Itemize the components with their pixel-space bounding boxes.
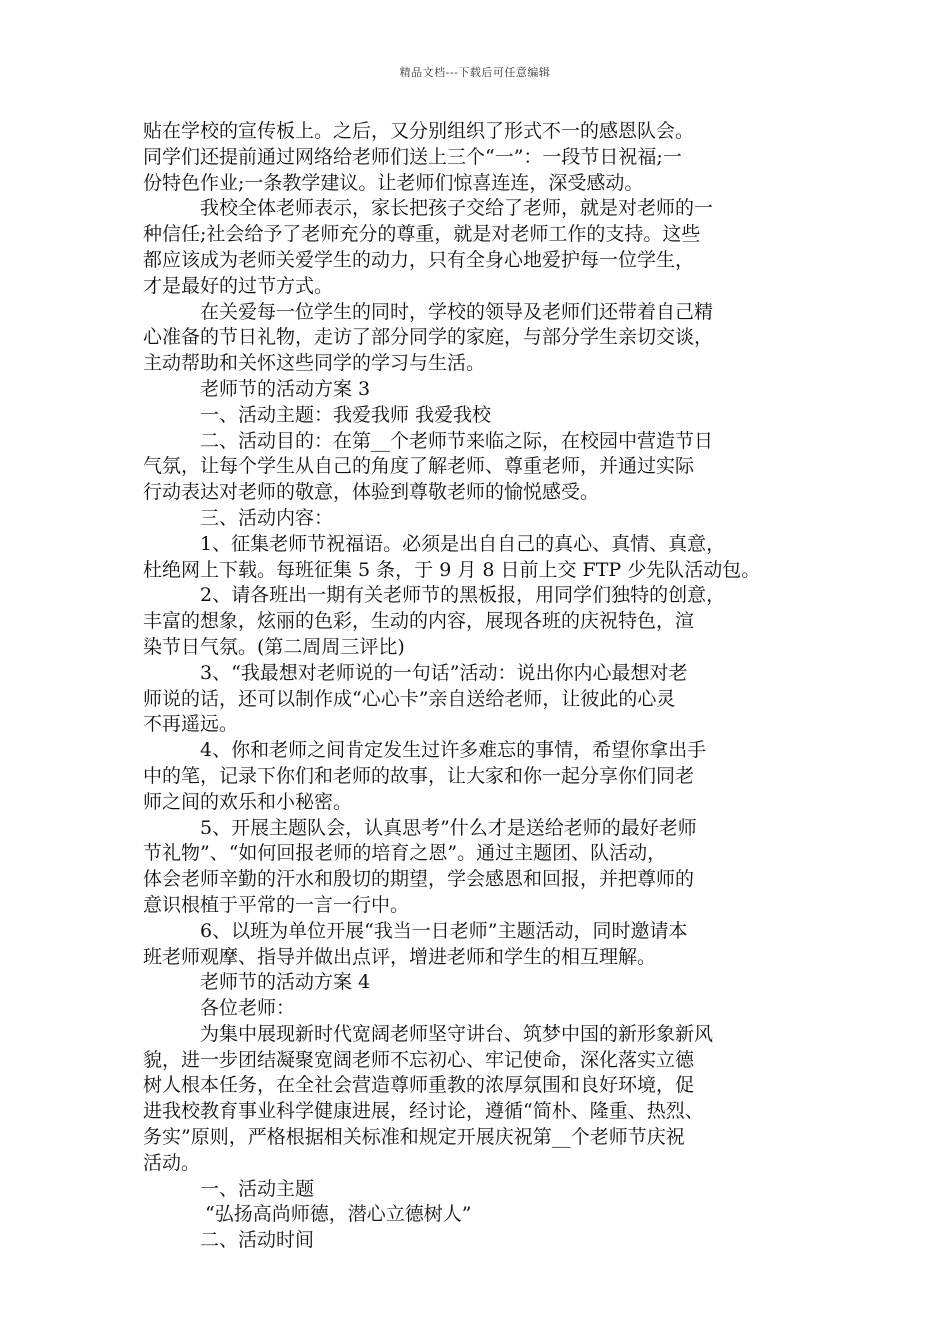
text-line: 进我校教育事业科学健康进展，经讨论，遵循“简朴、隆重、热烈、	[143, 1100, 704, 1123]
text-line: 种信任;社会给予了老师充分的尊重，就是对老师工作的支持。这些	[143, 223, 701, 246]
text-line: 二、活动目的：在第__个老师节来临之际，在校园中营造节日	[200, 429, 714, 452]
text-line: 染节日气氛。(第二周周三评比)	[143, 635, 405, 658]
page-header: 精品文档---下载后可任意编辑	[399, 66, 551, 79]
text-line: 二、活动时间	[200, 1229, 315, 1252]
text-line: 1、征集老师节祝福语。必须是出自自己的真心、真情、真意，	[200, 532, 726, 555]
text-line: 同学们还提前通过网络给老师们送上三个“一”：一段节日祝福;一	[143, 145, 682, 168]
text-line: 师之间的欢乐和小秘密。	[143, 790, 353, 813]
text-line: 一、活动主题：我爱我师 我爱我校	[200, 403, 492, 426]
text-line: 老师节的活动方案 4	[200, 971, 371, 994]
text-line: 三、活动内容：	[200, 506, 334, 529]
text-line: 意识根植于平常的一言一行中。	[143, 893, 410, 916]
text-line: 4、你和老师之间肯定发生过许多难忘的事情，希望你拿出手	[200, 739, 707, 762]
text-line: 份特色作业;一条教学建议。让老师们惊喜连连，深受感动。	[143, 171, 644, 194]
text-line: 贴在学校的宣传板上。之后，又分别组织了形式不一的感恩队会。	[143, 120, 695, 142]
text-line: 我校全体老师表示，家长把孩子交给了老师，就是对老师的一	[200, 197, 714, 220]
text-line: 为集中展现新时代宽阔老师坚守讲台、筑梦中国的新形象新风	[200, 1022, 714, 1045]
text-line: 师说的话，还可以制作成“心心卡”亲自送给老师，让彼此的心灵	[143, 687, 676, 710]
text-line: 班老师观摩、指导并做出点评，增进老师和学生的相互理解。	[143, 945, 657, 968]
text-line: 都应该成为老师关爱学生的动力，只有全身心地爱护每一位学生，	[143, 248, 695, 271]
text-line: 5、开展主题队会，认真思考”什么才是送给老师的最好老师	[200, 816, 697, 839]
text-line: 3、“我最想对老师说的一句话”活动：说出你内心最想对老	[200, 661, 688, 684]
document-body	[143, 119, 813, 1254]
text-line: 不再遥远。	[143, 713, 239, 736]
text-line: 体会老师辛勤的汗水和殷切的期望，学会感恩和回报，并把尊师的	[143, 868, 695, 891]
text-line: 活动。	[143, 1151, 201, 1174]
text-line: 老师节的活动方案 3	[200, 377, 371, 400]
text-line: 主动帮助和关怀这些同学的学习与生活。	[143, 352, 486, 375]
text-line: “弘扬高尚师德，潜心立德树人”	[205, 1203, 472, 1226]
text-line: 行动表达对老师的敬意，体验到尊敬老师的愉悦感受。	[143, 481, 600, 504]
text-line: 一、活动主题	[200, 1177, 315, 1200]
text-line: 气氛，让每个学生从自己的角度了解老师、尊重老师，并通过实际	[143, 455, 695, 478]
text-line: 各位老师：	[200, 997, 296, 1020]
text-line: 心准备的节日礼物，走访了部分同学的家庭，与部分学生亲切交谈，	[143, 326, 714, 349]
text-line: 2、请各班出一期有关老师节的黑板报，用同学们独特的创意，	[200, 584, 726, 607]
text-line: 杜绝网上下载。每班征集 5 条，于 9 月 8 日前上交 FTP 少先队活动包。	[143, 558, 761, 581]
text-line: 务实”原则，严格根据相关标准和规定开展庆祝第__个老师节庆祝	[143, 1126, 685, 1149]
text-line: 中的笔，记录下你们和老师的故事，让大家和你一起分享你们同老	[143, 764, 695, 787]
text-line: 节礼物”、“如何回报老师的培育之恩”。通过主题团、队活动，	[143, 842, 667, 865]
text-line: 在关爱每一位学生的同时，学校的领导及老师们还带着自己精	[200, 300, 714, 323]
text-line: 貌，进一步团结凝聚宽阔老师不忘初心、牢记使命，深化落实立德	[143, 1048, 695, 1071]
text-line: 才是最好的过节方式。	[143, 274, 334, 297]
text-line: 树人根本任务，在全社会营造尊师重教的浓厚氛围和良好环境，促	[143, 1074, 695, 1097]
text-line: 6、以班为单位开展“我当一日老师”主题活动，同时邀请本	[200, 919, 688, 942]
text-line: 丰富的想象，炫丽的色彩，生动的内容，展现各班的庆祝特色，渲	[143, 610, 695, 633]
